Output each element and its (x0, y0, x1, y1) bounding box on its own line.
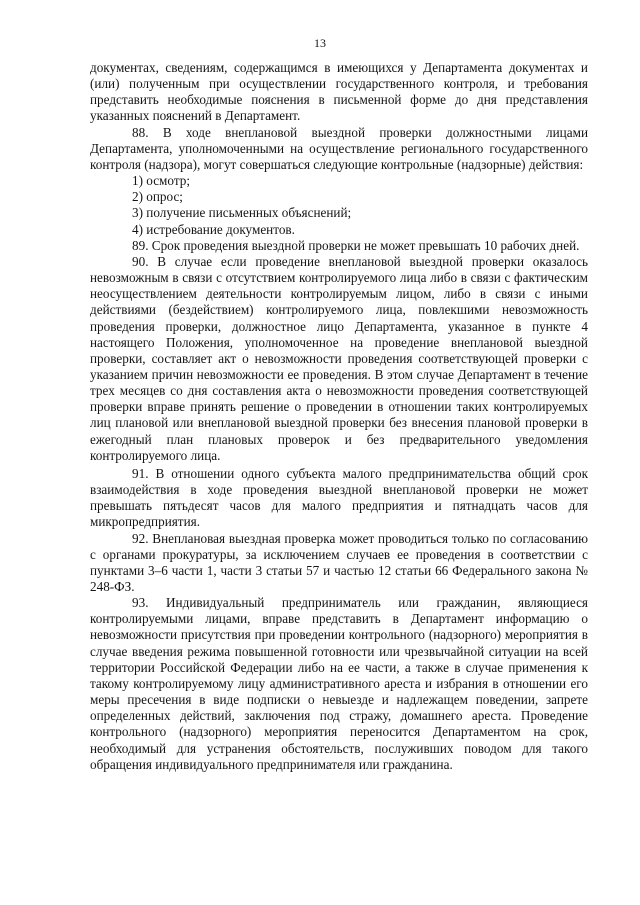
paragraph-88: 88. В ходе внеплановой выездной проверки должностными лицами Департамента, уполномоченными на осуществление регионального государственного контроля (надзора), могут совершаться следующие контрольные (надзорные) действия: (90, 124, 588, 172)
list-item-document-request: 4) истребование документов. (132, 221, 295, 237)
paragraph-92: 92. Внеплановая выездная проверка может проводиться только по согласованию с органами прокуратуры, за исключением случаев ее проведения в соответствии с пунктами 3–6 части 1, части 3 статьи 57 и частью 12 статьи 66 Федерального закона № 248-ФЗ. (90, 530, 588, 594)
list-item-written-explanations: 3) получение письменных объяснений; (132, 205, 352, 221)
paragraph-93: 93. Индивидуальный предприниматель или гражданин, являющиеся контролируемыми лицами, вправе представить в Департамент информацию о невозможности присутствия при проведении контрольного (надзорного) мероприятия в случае введения режима повышенной готовности или чрезвычайной ситуации на всей территории Российской Федерации либо на ее части, а также в случае применения к такому контролируемому лицу административного ареста и избрания в отношении его меры пресечения в виде подписки о невыезде и надлежащем поведении, запрете определенных действий, заключения под стражу, домашнего ареста. Проведение контрольного (надзорного) мероприятия переносится Департаментом на срок, необходимый для устранения обстоятельств, послуживших поводом для такого обращения индивидуального предпринимателя или гражданина. (90, 595, 588, 772)
paragraph-continuation: документах, сведениям, содержащимся в имеющихся у Департамента документах и (или) полученным при осуществлении государственного контроля, и требования представить необходимые пояснения в письменной форме до дня представления указанных пояснений в Департамент. (90, 60, 588, 124)
paragraph-89: 89. Срок проведения выездной проверки не может превышать 10 рабочих дней. (132, 237, 580, 253)
list-item-survey: 2) опрос; (132, 189, 183, 205)
paragraph-90: 90. В случае если проведение внеплановой выездной проверки оказалось невозможным в связи с отсутствием контролируемого лица либо в связи с фактическим неосуществлением деятельности контролируемым лицом, либо в связи с иными действиями (бездействием) контролируемого лица, повлекшими невозможность проведения проверки, должностное лицо Департамента, указанное в пункте 4 настоящего Положения, уполномоченное на проведение внеплановой выездной проверки, составляет акт о невозможности проведения соответствующей проверки с указанием причин невозможности ее проведения. В этом случае Департамент в течение трех месяцев со дня составления акта о невозможности проведения соответствующей проверки вправе принять решение о проведении в отношении таких контролируемых лиц плановой или внеплановой выездной проверки без внесения плановой проверки в ежегодный план плановых проверок и без предварительного уведомления контролируемого лица. (90, 253, 588, 463)
document-body (90, 60, 588, 773)
paragraph-91: 91. В отношении одного субъекта малого предпринимательства общий срок взаимодействия в ходе проведения выездной внеплановой проверки не может превышать пятьдесят часов для малого предприятия и пятнадцать часов для микропредприятия. (90, 465, 588, 530)
page-number: 13 (314, 36, 326, 50)
list-item-inspection: 1) осмотр; (132, 173, 191, 189)
